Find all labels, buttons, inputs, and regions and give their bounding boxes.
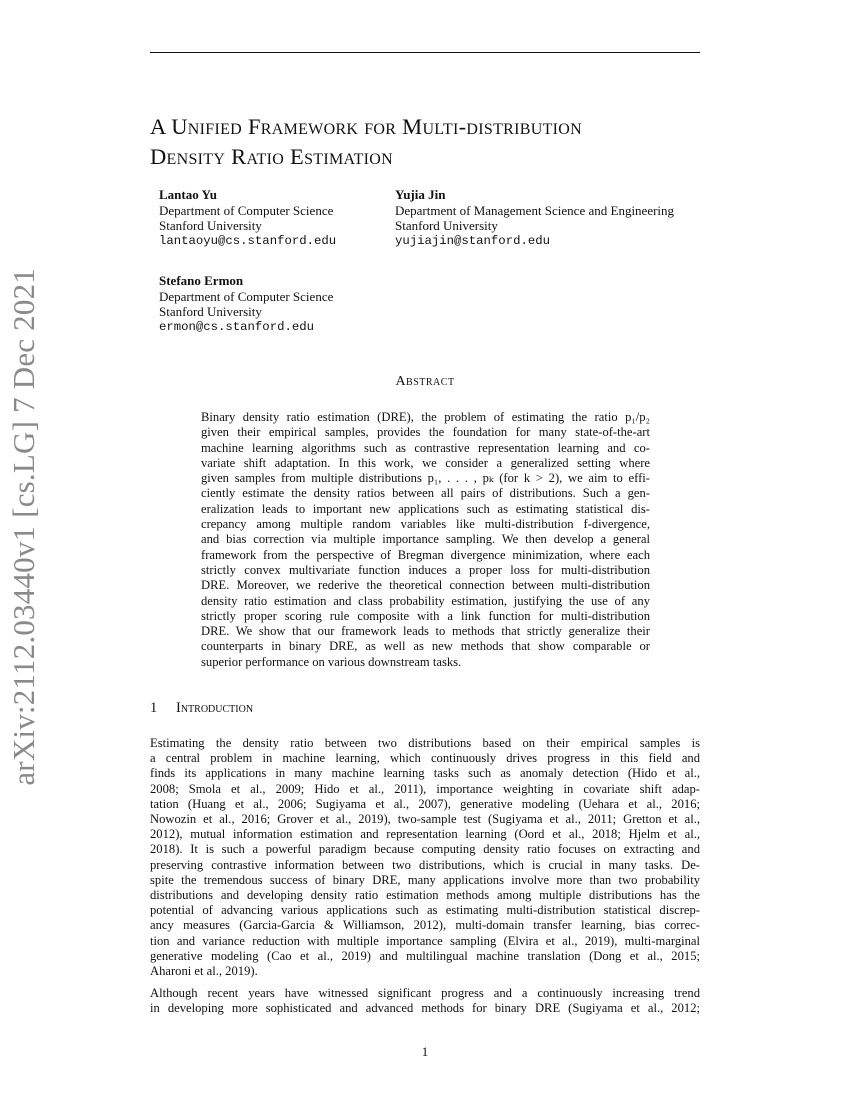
author-email[interactable]: lantaoyu@cs.stanford.edu	[159, 233, 337, 248]
text-line: generative modeling (Cao et al., 2019) and multilingual machine translation (Dong et al., 2015;	[150, 948, 700, 963]
text-line: DRE. Moreover, we rederive the theoretical connection between multi-distribution	[201, 578, 650, 593]
author-block-stefano-ermon	[159, 273, 333, 335]
text-line: ciently estimate the density ratios between all pairs of distributions. Such a gen-	[201, 486, 650, 501]
author-institution: Stanford University	[159, 218, 262, 233]
introduction-body	[150, 736, 700, 1017]
text-line: 2008; Smola et al., 2009; Hido et al., 2011), importance weighting in covariate shift adap-	[150, 781, 700, 796]
text-line: Binary density ratio estimation (DRE), the problem of estimating the ratio p₁/p₂	[201, 410, 650, 424]
text-line: eralization leads to important new applications such as estimating statistical dis-	[201, 501, 650, 516]
text-line: Nowozin et al., 2016; Grover et al., 2019), two-sample test (Sugiyama et al., 2011; Gretton et al.,	[150, 812, 700, 827]
text-line: a central problem in machine learning, which continuously drives progress in this field and	[150, 751, 700, 766]
author-name: Yujia Jin	[395, 187, 446, 202]
text-line: 2018). It is such a powerful paradigm because computing density ratio focuses on extracting and	[150, 842, 700, 857]
text-line: ancy measures (Garcia-Garcia & Williamson, 2012), multi-domain transfer learning, bias correc-	[150, 918, 700, 933]
text-line: given samples from multiple distributions p₁, . . . , pₖ (for k > 2), we aim to effi-	[201, 471, 650, 486]
section-number: 1	[150, 700, 158, 716]
text-line: superior performance on various downstream tasks.	[201, 654, 462, 669]
arxiv-identifier-stamp: arXiv:2112.03440v1 [cs.LG] 7 Dec 2021	[6, 268, 41, 786]
text-line: counterparts in binary DRE, as well as new methods that show comparable or	[201, 639, 650, 654]
text-line: 2012), mutual information estimation and representation learning (Oord et al., 2018; Hjelm et al.,	[150, 827, 700, 842]
text-line: strictly proper scoring rule composite with a link function for multi-distribution	[201, 608, 650, 623]
title-top-rule	[150, 52, 700, 53]
text-line: in developing more sophisticated and advanced methods for binary DRE (Sugiyama et al., 2012;	[150, 1001, 700, 1016]
text-line: preserving contrastive information between two distributions, which is crucial in many tasks. De-	[150, 857, 700, 872]
text-line: crepancy among multiple random variables like multi-distribution f-divergence,	[201, 517, 650, 532]
text-line: variate shift adaptation. In this work, we consider a generalized setting where	[201, 455, 650, 470]
intro-paragraph	[150, 986, 700, 1016]
page-number: 1	[421, 1044, 429, 1059]
title-line: A Unified Framework for Multi-distribution	[150, 114, 582, 139]
text-line: Although recent years have witnessed significant progress and a continuously increasing trend	[150, 986, 700, 1001]
text-line: spite the tremendous success of binary DRE, many applications involve more than two probability	[150, 872, 700, 887]
intro-paragraph	[150, 736, 700, 979]
author-email[interactable]: yujiajin@stanford.edu	[395, 233, 550, 248]
author-institution: Stanford University	[159, 304, 262, 319]
author-affiliation: Department of Computer Science	[159, 288, 334, 304]
paper-title	[150, 112, 710, 172]
text-line: finds its applications in many machine learning tasks such as anomaly detection (Hido et al.,	[150, 766, 700, 781]
text-line: framework from the perspective of Bregman divergence minimization, where each	[201, 547, 650, 562]
text-line: potential of advancing various applications such as estimating multi-distribution statistical discrep-	[150, 903, 700, 918]
text-line: given their empirical samples, provides the foundation for many state-of-the-art	[201, 425, 650, 440]
author-affiliation: Department of Computer Science	[159, 202, 334, 218]
author-block-yujia-jin	[395, 187, 674, 249]
author-name: Lantao Yu	[159, 187, 217, 202]
text-line: tation (Huang et al., 2006; Sugiyama et al., 2007), generative modeling (Uehara et al., 2016;	[150, 796, 700, 811]
author-affiliation: Department of Management Science and Engineering	[395, 202, 675, 218]
text-line: distributions and developing density ratio estimation methods among multiple distributions has the	[150, 888, 700, 903]
text-line: and bias correction via multiple importance sampling. We then develop a general	[201, 532, 650, 547]
text-line: Estimating the density ratio between two distributions based on their empirical samples is	[150, 736, 700, 750]
title-line: Density Ratio Estimation	[150, 144, 393, 169]
text-line: density ratio estimation and class probability estimation, justifying the use of any	[201, 593, 650, 608]
text-line: DRE. We show that our framework leads to methods that strictly generalize their	[201, 624, 650, 639]
section-title: Introduction	[176, 700, 254, 716]
text-line: Aharoni et al., 2019).	[150, 964, 258, 979]
text-line: machine learning algorithms such as contrastive representation learning and co-	[201, 440, 650, 455]
text-line: strictly convex multivariate function induces a proper loss for multi-distribution	[201, 562, 650, 577]
abstract-body	[201, 410, 650, 670]
text-line: tion and variance reduction with multiple importance sampling (Elvira et al., 2019), multi-marginal	[150, 933, 700, 948]
author-institution: Stanford University	[395, 218, 498, 233]
author-block-lantao-yu	[159, 187, 336, 249]
section-heading	[150, 700, 253, 717]
author-name: Stefano Ermon	[159, 273, 244, 288]
abstract-heading: Abstract	[395, 374, 455, 389]
author-email[interactable]: ermon@cs.stanford.edu	[159, 319, 314, 334]
